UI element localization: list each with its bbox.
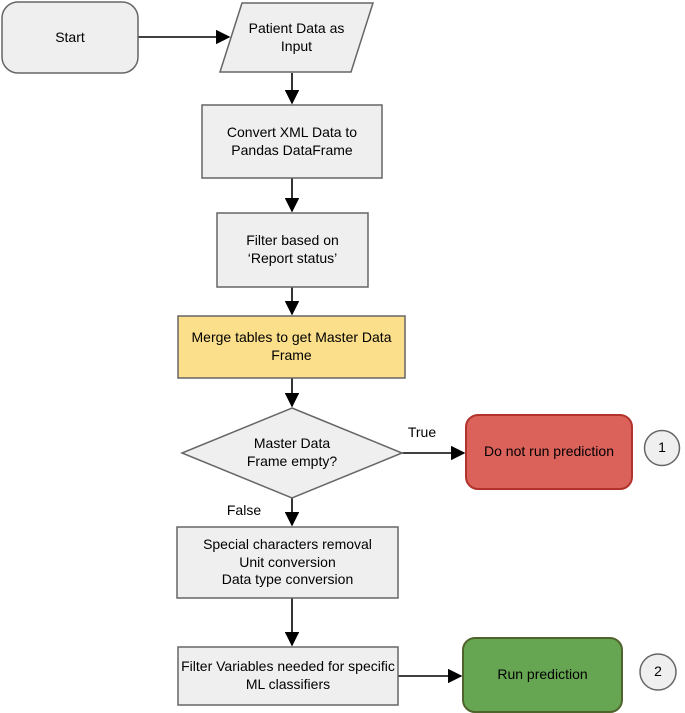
start-node (2, 2, 138, 73)
filter-vars-label: Filter Variables needed for specific ML classifiers (181, 658, 395, 692)
accept-node (463, 638, 622, 712)
true-edge-label: True (407, 424, 437, 441)
decision-diamond-node (182, 408, 402, 498)
clean-label: Special characters removal Unit conversion Data type conversion (203, 535, 372, 588)
reject-node (466, 415, 632, 489)
filter-status-node (217, 213, 368, 287)
convert-label: Convert XML Data to Pandas DataFrame (226, 123, 358, 158)
input-parallelogram-node (220, 3, 373, 72)
reject-label: Do not run prediction (484, 443, 614, 460)
start-label: Start (55, 28, 85, 45)
decision-label: Master Data Frame empty? (246, 435, 338, 469)
clean-node (177, 527, 398, 598)
input-label: Patient Data as Input (248, 19, 345, 54)
accept-label: Run prediction (497, 666, 588, 683)
merge-node (178, 316, 405, 378)
filter-status-label: Filter based on ‘Report status’ (246, 232, 339, 266)
connector-2-label: 2 (654, 663, 662, 680)
connector-1-label: 1 (658, 439, 666, 456)
false-edge-label: False (226, 502, 262, 519)
merge-label: Merge tables to get Master Data Frame (191, 329, 392, 363)
connector-2-circle (640, 654, 676, 690)
filter-vars-node (178, 647, 398, 705)
convert-node (202, 105, 382, 178)
connector-1-circle (645, 431, 680, 466)
